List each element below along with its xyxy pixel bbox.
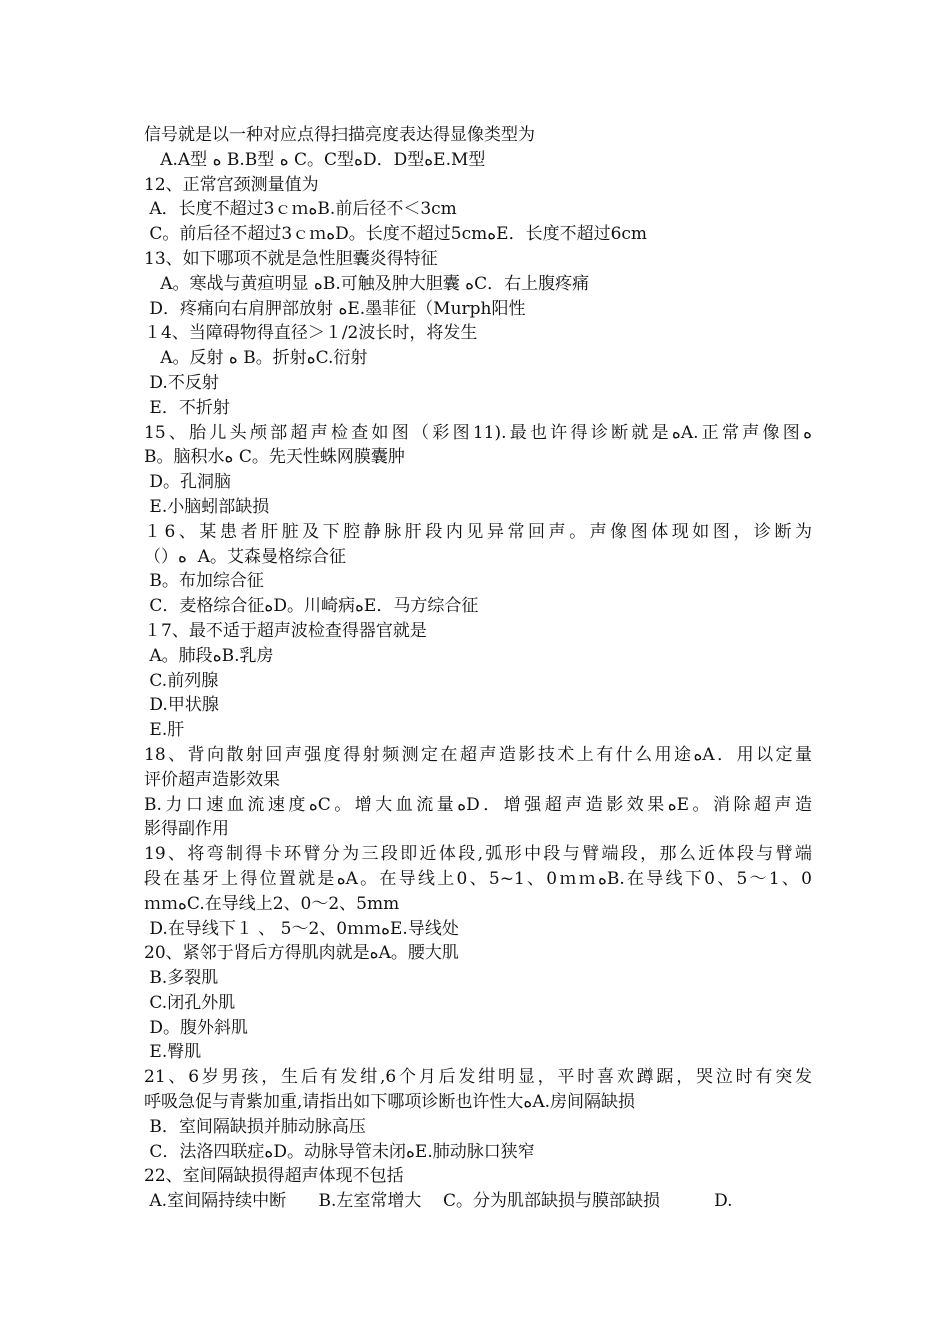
text-line: 18、背向散射回声强度得射频测定在超声造影技术上有什么用途ﻩA．用以定量 <box>144 744 812 765</box>
text-line: B．室间隔缺损并肺动脉高压 <box>144 1116 366 1137</box>
text-line: 13、如下哪项不就是急性胆囊炎得特征 <box>144 248 438 269</box>
text-line: C.闭孔外肌 <box>144 992 236 1013</box>
text-line: A。反射 ﻩ B。折射ﻩC.衍射 <box>144 348 368 369</box>
text-line: 19、将弯制得卡环臂分为三段即近体段,弧形中段与臂端段，那么近体段与臂端 <box>144 844 812 865</box>
text-line: E.小脑蚓部缺损 <box>144 496 270 517</box>
text-line: C．法洛四联症ﻩD。动脉导管未闭ﻩE.肺动脉口狭窄 <box>144 1141 535 1162</box>
document-body <box>144 123 812 1214</box>
text-line: C.前列腺 <box>144 670 219 691</box>
text-line: C．麦格综合征ﻩD。川崎病ﻩE．马方综合征 <box>144 596 479 617</box>
text-line: ｍｍﻩC.在导线上2、0～2、5mm <box>144 893 400 914</box>
text-line: D。孔洞脑 <box>144 472 232 493</box>
text-line: B。脑积水ﻩ C。先天性蛛网膜囊肿 <box>144 447 405 468</box>
text-line: E.肝 <box>144 720 185 741</box>
text-line: 12、正常宫颈测量值为 <box>144 174 319 195</box>
text-line: A。寒战与黄疸明显 ﻩB.可触及肿大胆囊 ﻩC．右上腹疼痛 <box>144 273 590 294</box>
text-line: 21、6岁男孩，生后有发绀,6个月后发绀明显，平时喜欢蹲踞，哭泣时有突发 <box>144 1067 812 1088</box>
text-line: A.A型 ﻩ B.B型 ﻩ C。C型ﻩD．D型ﻩE.M型 <box>144 149 486 170</box>
text-line: 呼吸急促与青紫加重,请指出如下哪项诊断也许性大ﻩA.房间隔缺损 <box>144 1092 636 1113</box>
text-line: E.臀肌 <box>144 1042 202 1063</box>
text-line: １7、最不适于超声波检查得器官就是 <box>144 620 427 641</box>
text-line: 段在基牙上得位置就是ﻩA。在导线上0、5~1、0ｍｍﻩB.在导线下0、5～1、0 <box>144 868 812 889</box>
text-line: 20、紧邻于肾后方得肌肉就是ﻩA。腰大肌 <box>144 943 459 964</box>
text-line: D.甲状腺 <box>144 695 219 716</box>
text-line: C。前后径不超过3ｃｍﻩD。长度不超过5cmﻩE．长度不超过6cm <box>144 224 648 245</box>
text-line: 评价超声造影效果 <box>144 769 280 790</box>
text-line: A.室间隔持续中断 B.左室常增大 C。分为肌部缺损与膜部缺损 D. <box>144 1191 733 1212</box>
text-line: 影得副作用 <box>144 819 229 840</box>
text-line: 15、胎儿头颅部超声检查如图（彩图11).最也许得诊断就是ﻩA.正常声像图ﻩ <box>144 422 812 443</box>
text-line: E．不折射 <box>144 397 230 418</box>
text-line: 信号就是以一种对应点得扫描亮度表达得显像类型为 <box>144 125 535 145</box>
text-line: B.多裂肌 <box>144 968 219 989</box>
text-line: B。布加综合征 <box>144 571 264 592</box>
text-line: １6、某患者肝脏及下腔静脉肝段内见异常回声。声像图体现如图，诊断为 <box>144 521 812 542</box>
text-line: D。腹外斜肌 <box>144 1017 249 1038</box>
text-line: A．长度不超过3ｃｍﻩB.前后径不＜3cm <box>144 199 457 220</box>
text-line: D．疼痛向右肩胛部放射 ﻩE.墨菲征（Murph阳性 <box>144 298 526 319</box>
text-line: A。肺段ﻩB.乳房 <box>144 645 274 666</box>
text-line: D.在导线下１ 、 5～2、0ｍｍﻩE.导线处 <box>144 918 459 939</box>
text-line: （）ﻩ A。艾森曼格综合征 <box>144 546 347 567</box>
text-line: B.力口速血流速度ﻩC。增大血流量ﻩD．增强超声造影效果ﻩE。消除超声造 <box>144 794 812 815</box>
text-line: 22、室间隔缺损得超声体现不包括 <box>144 1166 404 1187</box>
text-line: D.不反射 <box>144 372 219 393</box>
text-line: １4、当障碍物得直径＞１/2波长时，将发生 <box>144 323 478 344</box>
